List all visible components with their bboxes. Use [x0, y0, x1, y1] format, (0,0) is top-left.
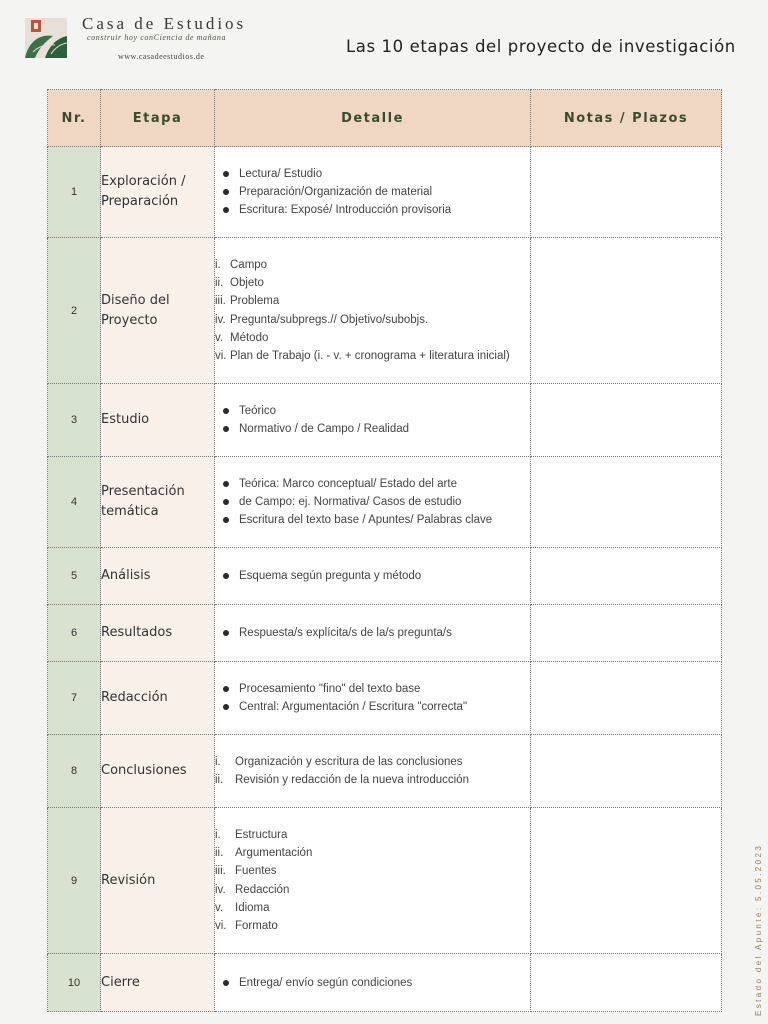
stage-name: Presentación temática: [101, 457, 215, 548]
column-header-nr: Nr.: [48, 90, 101, 147]
bullet-list: [215, 974, 530, 992]
stage-name: Conclusiones: [101, 735, 215, 808]
list-item: [215, 292, 530, 310]
bullet-list: [215, 624, 530, 642]
list-item-number: i.: [215, 755, 221, 768]
list-item: Procesamiento "fino" del texto base: [215, 680, 530, 698]
list-item-text: Estructura: [235, 828, 288, 841]
stages-table-body: [48, 147, 722, 1012]
list-item-number: iv.: [215, 883, 226, 896]
list-item-text: Formato: [235, 919, 278, 932]
stage-detail: [215, 457, 531, 548]
notes-cell[interactable]: [531, 384, 722, 457]
list-item-text: Argumentación: [235, 847, 313, 860]
list-item: Esquema según pregunta y método: [215, 567, 530, 585]
list-item: de Campo: ej. Normativa/ Casos de estudio: [215, 493, 530, 511]
list-item-number: iv.: [215, 313, 226, 326]
list-item: [215, 844, 530, 862]
stage-name: Estudio: [101, 384, 215, 457]
list-item-text: Método: [230, 331, 269, 344]
list-item-number: iii.: [215, 865, 226, 878]
stage-detail: [215, 662, 531, 735]
list-item-number: i.: [215, 258, 221, 271]
table-row: [48, 384, 722, 457]
column-header-detail: Detalle: [215, 90, 531, 147]
list-item: [215, 347, 530, 365]
stage-detail: [215, 954, 531, 1012]
brand-name: Casa de Estudios: [82, 14, 247, 33]
list-item: Central: Argumentación / Escritura "correcta": [215, 698, 530, 716]
stage-number: 5: [48, 548, 101, 605]
stage-detail: [215, 147, 531, 238]
bullet-list: [215, 680, 530, 716]
list-item: [215, 826, 530, 844]
stage-number: 3: [48, 384, 101, 457]
stage-detail: [215, 238, 531, 384]
table-row: [48, 808, 722, 954]
list-item: Escritura del texto base / Apuntes/ Palabras clave: [215, 511, 530, 529]
numbered-list: [215, 256, 530, 365]
logo: [25, 18, 67, 58]
stage-name: Revisión: [101, 808, 215, 954]
stage-detail: [215, 735, 531, 808]
numbered-list: [215, 753, 530, 789]
list-item: [215, 771, 530, 789]
list-item: Teórica: Marco conceptual/ Estado del arte: [215, 475, 530, 493]
stage-number: 2: [48, 238, 101, 384]
stage-name: Diseño del Proyecto: [101, 238, 215, 384]
stage-name: Redacción: [101, 662, 215, 735]
notes-cell[interactable]: [531, 954, 722, 1012]
list-item: Entrega/ envío según condiciones: [215, 974, 530, 992]
list-item-text: Plan de Trabajo (i. - v. + cronograma + literatura inicial): [230, 349, 510, 362]
list-item-text: Pregunta/subpregs.// Objetivo/subobjs.: [230, 313, 429, 326]
list-item-text: Fuentes: [235, 865, 277, 878]
list-item: [215, 311, 530, 329]
status-note: Estado del Apunte: 5.05.2023: [754, 843, 763, 1016]
bullet-list: [215, 475, 530, 529]
stage-number: 9: [48, 808, 101, 954]
list-item: Escritura: Exposé/ Introducción provisoria: [215, 201, 530, 219]
stage-number: 4: [48, 457, 101, 548]
notes-cell[interactable]: [531, 662, 722, 735]
list-item: [215, 917, 530, 935]
list-item-text: Revisión y redacción de la nueva introducción: [235, 774, 469, 786]
notes-cell[interactable]: [531, 238, 722, 384]
table-row: [48, 735, 722, 808]
stage-name: Análisis: [101, 548, 215, 605]
list-item-number: ii.: [215, 277, 224, 290]
table-row: [48, 147, 722, 238]
list-item: [215, 753, 530, 771]
stage-name: Resultados: [101, 605, 215, 662]
stage-name: Cierre: [101, 954, 215, 1012]
stage-detail: [215, 605, 531, 662]
list-item-number: iii.: [215, 295, 226, 308]
table-row: [48, 954, 722, 1012]
notes-cell[interactable]: [531, 605, 722, 662]
list-item-number: vi.: [215, 349, 227, 362]
stages-table: [47, 89, 722, 1012]
list-item: Respuesta/s explícita/s de la/s pregunta/s: [215, 624, 530, 642]
table-row: [48, 548, 722, 605]
stage-number: 8: [48, 735, 101, 808]
bullet-list: [215, 567, 530, 585]
list-item-text: Idioma: [235, 901, 270, 914]
numbered-list: [215, 826, 530, 935]
notes-cell[interactable]: [531, 457, 722, 548]
list-item-number: ii.: [215, 774, 224, 786]
list-item-number: v.: [215, 901, 224, 914]
list-item-text: Objeto: [230, 277, 264, 290]
notes-cell[interactable]: [531, 147, 722, 238]
brand-url[interactable]: www.casadeestudios.de: [118, 52, 205, 61]
notes-cell[interactable]: [531, 808, 722, 954]
notes-cell[interactable]: [531, 548, 722, 605]
table-row: [48, 457, 722, 548]
list-item: [215, 862, 530, 880]
list-item-number: ii.: [215, 847, 224, 860]
list-item: [215, 329, 530, 347]
notes-cell[interactable]: [531, 735, 722, 808]
list-item-text: Campo: [230, 258, 268, 271]
stage-detail: [215, 808, 531, 954]
stage-number: 1: [48, 147, 101, 238]
stage-detail: [215, 384, 531, 457]
page-title: Las 10 etapas del proyecto de investigación: [346, 37, 736, 56]
table-row: [48, 238, 722, 384]
table-row: [48, 605, 722, 662]
brand-tagline: construir hoy conCiencia de mañana: [87, 33, 227, 42]
list-item-number: i.: [215, 828, 221, 841]
list-item-text: Organización y escritura de las conclusiones: [235, 755, 463, 768]
bullet-list: [215, 402, 530, 438]
list-item-text: Redacción: [235, 883, 290, 896]
column-header-notes: Notas / Plazos: [531, 90, 722, 147]
stage-number: 6: [48, 605, 101, 662]
list-item: [215, 881, 530, 899]
list-item: Normativo / de Campo / Realidad: [215, 420, 530, 438]
stage-number: 7: [48, 662, 101, 735]
table-row: [48, 662, 722, 735]
list-item: [215, 274, 530, 292]
list-item-number: vi.: [215, 919, 227, 932]
list-item: [215, 256, 530, 274]
list-item: [215, 899, 530, 917]
list-item: Teórico: [215, 402, 530, 420]
list-item: Preparación/Organización de material: [215, 183, 530, 201]
bullet-list: [215, 165, 530, 219]
stage-detail: [215, 548, 531, 605]
stage-number: 10: [48, 954, 101, 1012]
list-item-text: Problema: [230, 295, 280, 308]
list-item: Lectura/ Estudio: [215, 165, 530, 183]
table-header-row: [48, 90, 722, 147]
stage-name: Exploración / Preparación: [101, 147, 215, 238]
column-header-stage: Etapa: [101, 90, 215, 147]
list-item-number: v.: [215, 331, 224, 344]
